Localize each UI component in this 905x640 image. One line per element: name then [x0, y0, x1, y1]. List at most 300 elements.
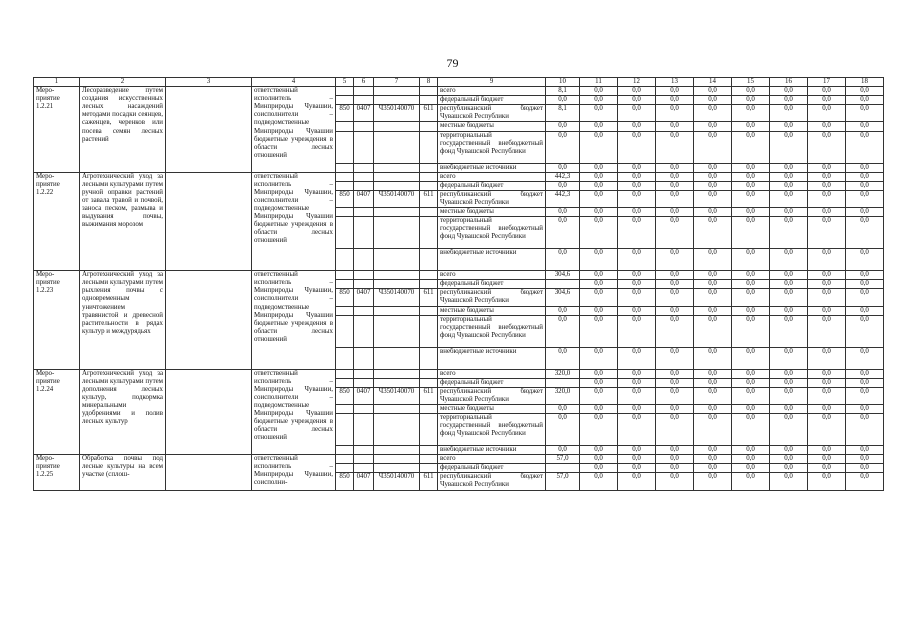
value-cell: 0,0 [732, 289, 770, 306]
value-cell: 0,0 [732, 172, 770, 181]
value-cell: 0,0 [618, 181, 656, 190]
value-cell: 0,0 [694, 87, 732, 96]
value-cell: 0,0 [618, 172, 656, 181]
value-cell: 0,0 [656, 473, 694, 490]
header-cell: 12 [618, 78, 656, 87]
value-cell: 0,0 [546, 347, 580, 369]
code-grbs [336, 96, 354, 105]
funding-source: всего [438, 271, 546, 280]
funding-source: местные бюджеты [438, 404, 546, 413]
value-cell: 0,0 [732, 87, 770, 96]
value-cell: 0,0 [694, 369, 732, 378]
value-cell: 0,0 [808, 271, 846, 280]
value-cell: 0,0 [656, 306, 694, 315]
code-grbs: 850 [336, 387, 354, 404]
value-cell: 0,0 [770, 306, 808, 315]
value-cell: 0,0 [546, 404, 580, 413]
header-cell: 13 [656, 78, 694, 87]
code-section: 0407 [354, 387, 374, 404]
code-grbs [336, 404, 354, 413]
code-grbs [336, 369, 354, 378]
value-cell: 0,0 [770, 455, 808, 464]
value-cell: 0,0 [656, 289, 694, 306]
page-number: 79 [446, 56, 459, 70]
value-cell: 0,0 [770, 181, 808, 190]
value-cell: 0,0 [656, 446, 694, 455]
code-grbs [336, 217, 354, 249]
funding-source: всего [438, 455, 546, 464]
value-cell: 0,0 [546, 414, 580, 446]
code-section [354, 369, 374, 378]
header-cell: 9 [438, 78, 546, 87]
value-cell: 0,0 [808, 122, 846, 131]
value-cell: 0,0 [770, 473, 808, 490]
funding-source: федеральный бюджет [438, 96, 546, 105]
value-cell: 320,0 [546, 369, 580, 378]
code-target: Ч350140070 [374, 105, 420, 122]
code-type [420, 315, 438, 347]
value-cell: 0,0 [732, 387, 770, 404]
header-cell: 5 [336, 78, 354, 87]
value-cell: 0,0 [656, 315, 694, 347]
value-cell: 0,0 [732, 404, 770, 413]
value-cell: 0,0 [808, 347, 846, 369]
code-grbs [336, 181, 354, 190]
value-cell: 0,0 [732, 131, 770, 163]
value-cell: 0,0 [770, 249, 808, 271]
code-type: 611 [420, 473, 438, 490]
funding-source: всего [438, 369, 546, 378]
value-cell: 0,0 [580, 217, 618, 249]
value-cell: 0,0 [770, 347, 808, 369]
funding-source: внебюджетные источники [438, 446, 546, 455]
value-cell: 0,0 [808, 280, 846, 289]
value-cell: 0,0 [770, 87, 808, 96]
code-type [420, 464, 438, 473]
value-cell: 0,0 [580, 163, 618, 172]
value-cell: 0,0 [580, 414, 618, 446]
value-cell: 0,0 [808, 315, 846, 347]
value-cell: 0,0 [846, 181, 884, 190]
value-cell: 0,0 [846, 96, 884, 105]
value-cell: 0,0 [656, 96, 694, 105]
funding-source: республиканский бюджет Чувашской Республики [438, 387, 546, 404]
value-cell: 0,0 [770, 280, 808, 289]
value-cell: 0,0 [694, 172, 732, 181]
value-cell: 0,0 [618, 280, 656, 289]
value-cell: 0,0 [694, 217, 732, 249]
value-cell: 0,0 [656, 87, 694, 96]
value-cell: 0,0 [694, 473, 732, 490]
code-target [374, 404, 420, 413]
value-cell: 0,0 [694, 404, 732, 413]
code-target: Ч350140070 [374, 190, 420, 207]
value-cell: 0,0 [808, 404, 846, 413]
funding-source: всего [438, 172, 546, 181]
value-cell: 0,0 [808, 369, 846, 378]
code-type [420, 122, 438, 131]
value-cell: 0,0 [618, 347, 656, 369]
funding-source: всего [438, 87, 546, 96]
code-type: 611 [420, 387, 438, 404]
header-cell: 1 [34, 78, 80, 87]
code-grbs [336, 87, 354, 96]
value-cell: 0,0 [618, 96, 656, 105]
value-cell: 0,0 [770, 208, 808, 217]
empty-col-3 [166, 271, 252, 369]
header-cell: 4 [252, 78, 336, 87]
value-cell: 0,0 [546, 181, 580, 190]
funding-source: федеральный бюджет [438, 464, 546, 473]
value-cell: 0,0 [808, 208, 846, 217]
value-cell: 0,0 [770, 172, 808, 181]
value-cell: 0,0 [846, 306, 884, 315]
code-type [420, 446, 438, 455]
code-section [354, 181, 374, 190]
value-cell: 0,0 [618, 122, 656, 131]
value-cell: 0,0 [846, 315, 884, 347]
value-cell: 0,0 [770, 105, 808, 122]
value-cell: 0,0 [618, 131, 656, 163]
value-cell: 0,0 [656, 455, 694, 464]
activity-name: Обработка почвы под лесные культуры на всем участке (сплош- [80, 455, 166, 490]
value-cell: 0,0 [808, 414, 846, 446]
value-cell: 0,0 [694, 306, 732, 315]
value-cell: 0,0 [694, 414, 732, 446]
code-grbs [336, 271, 354, 280]
value-cell: 0,0 [694, 347, 732, 369]
activity-executor: ответственный исполнитель – Минприроды Чувашии, соисполнители – подведомственные Минприроды Чувашии бюджетные учреждения в области лесных отношений [252, 87, 336, 173]
code-type [420, 87, 438, 96]
value-cell: 0,0 [846, 249, 884, 271]
code-section [354, 249, 374, 271]
value-cell: 304,6 [546, 289, 580, 306]
code-grbs: 850 [336, 473, 354, 490]
code-type [420, 455, 438, 464]
table-row [34, 87, 884, 96]
value-cell: 0,0 [618, 289, 656, 306]
value-cell: 0,0 [770, 404, 808, 413]
value-cell: 0,0 [694, 131, 732, 163]
code-grbs [336, 122, 354, 131]
code-target [374, 446, 420, 455]
code-target [374, 271, 420, 280]
funding-source: территориальный государственный внебюджетный фонд Чувашской Республики [438, 131, 546, 163]
value-cell: 0,0 [618, 306, 656, 315]
value-cell: 0,0 [846, 271, 884, 280]
value-cell: 0,0 [732, 369, 770, 378]
code-type: 611 [420, 105, 438, 122]
value-cell: 0,0 [732, 122, 770, 131]
value-cell: 0,0 [694, 122, 732, 131]
value-cell: 0,0 [580, 190, 618, 207]
value-cell: 0,0 [656, 280, 694, 289]
code-type [420, 181, 438, 190]
value-cell: 0,0 [694, 181, 732, 190]
code-target [374, 96, 420, 105]
activity-executor: ответственный исполнитель – Минприроды Чувашии, соисполни- [252, 455, 336, 490]
value-cell: 0,0 [770, 378, 808, 387]
code-section [354, 122, 374, 131]
value-cell: 0,0 [846, 131, 884, 163]
code-section: 0407 [354, 190, 374, 207]
code-type [420, 163, 438, 172]
value-cell: 0,0 [732, 163, 770, 172]
code-section: 0407 [354, 105, 374, 122]
code-grbs [336, 249, 354, 271]
value-cell: 0,0 [618, 87, 656, 96]
code-grbs [336, 306, 354, 315]
code-section [354, 217, 374, 249]
value-cell: 0,0 [846, 455, 884, 464]
code-grbs [336, 208, 354, 217]
funding-source: федеральный бюджет [438, 280, 546, 289]
value-cell: 0,0 [732, 473, 770, 490]
header-cell: 14 [694, 78, 732, 87]
code-grbs: 850 [336, 289, 354, 306]
value-cell: 0,0 [656, 190, 694, 207]
header-cell: 11 [580, 78, 618, 87]
code-section [354, 446, 374, 455]
value-cell: 0,0 [694, 378, 732, 387]
activity-executor: ответственный исполнитель – Минприроды Чувашии, соисполнители – подведомственные Минприроды Чувашии бюджетные учреждения в области лесных отношений [252, 369, 336, 455]
value-cell: 0,0 [846, 414, 884, 446]
value-cell: 0,0 [694, 446, 732, 455]
value-cell [546, 464, 580, 473]
code-type [420, 347, 438, 369]
code-target [374, 87, 420, 96]
value-cell: 0,0 [580, 105, 618, 122]
value-cell: 0,0 [656, 131, 694, 163]
code-type [420, 217, 438, 249]
value-cell: 0,0 [618, 249, 656, 271]
value-cell: 8,1 [546, 87, 580, 96]
value-cell: 0,0 [808, 131, 846, 163]
code-target [374, 315, 420, 347]
value-cell: 0,0 [580, 404, 618, 413]
code-type [420, 96, 438, 105]
value-cell: 0,0 [546, 315, 580, 347]
value-cell: 0,0 [546, 306, 580, 315]
code-grbs [336, 280, 354, 289]
value-cell: 0,0 [808, 217, 846, 249]
value-cell: 0,0 [580, 289, 618, 306]
code-section [354, 306, 374, 315]
value-cell: 0,0 [732, 190, 770, 207]
table-row [34, 455, 884, 464]
code-type [420, 306, 438, 315]
value-cell: 0,0 [580, 473, 618, 490]
value-cell: 0,0 [846, 172, 884, 181]
empty-col-3 [166, 87, 252, 173]
code-target: Ч350140070 [374, 289, 420, 306]
code-section [354, 96, 374, 105]
funding-source: местные бюджеты [438, 306, 546, 315]
value-cell: 0,0 [580, 181, 618, 190]
header-cell: 18 [846, 78, 884, 87]
value-cell: 0,0 [732, 96, 770, 105]
code-type [420, 378, 438, 387]
code-grbs [336, 131, 354, 163]
value-cell [546, 280, 580, 289]
value-cell: 0,0 [694, 455, 732, 464]
code-section [354, 87, 374, 96]
header-cell: 17 [808, 78, 846, 87]
value-cell: 0,0 [580, 249, 618, 271]
header-cell: 15 [732, 78, 770, 87]
code-grbs [336, 163, 354, 172]
value-cell: 0,0 [770, 217, 808, 249]
table-row [34, 369, 884, 378]
value-cell: 0,0 [618, 378, 656, 387]
value-cell: 0,0 [546, 131, 580, 163]
empty-col-3 [166, 172, 252, 270]
value-cell: 0,0 [618, 208, 656, 217]
value-cell: 0,0 [732, 249, 770, 271]
value-cell: 0,0 [618, 387, 656, 404]
value-cell: 0,0 [580, 455, 618, 464]
value-cell: 0,0 [808, 87, 846, 96]
value-cell: 0,0 [732, 347, 770, 369]
value-cell: 8,1 [546, 105, 580, 122]
code-section: 0407 [354, 289, 374, 306]
code-type [420, 280, 438, 289]
value-cell: 0,0 [732, 105, 770, 122]
code-type: 611 [420, 289, 438, 306]
value-cell: 0,0 [656, 464, 694, 473]
value-cell: 0,0 [846, 87, 884, 96]
value-cell: 0,0 [580, 446, 618, 455]
code-target [374, 464, 420, 473]
value-cell: 0,0 [618, 271, 656, 280]
value-cell: 0,0 [732, 446, 770, 455]
value-cell: 0,0 [656, 181, 694, 190]
value-cell: 0,0 [846, 473, 884, 490]
activity-id: Меро-приятие 1.2.23 [34, 271, 80, 369]
activity-name: Лесоразведение путем создания искусственных лесных насаждений методами посадки сеянцев, саженцев, черенков или посева семян лесных растений [80, 87, 166, 173]
value-cell: 0,0 [656, 208, 694, 217]
value-cell: 0,0 [656, 404, 694, 413]
value-cell: 0,0 [546, 163, 580, 172]
code-section: 0407 [354, 473, 374, 490]
funding-source: республиканский бюджет Чувашской Республики [438, 289, 546, 306]
value-cell: 0,0 [546, 96, 580, 105]
code-target [374, 217, 420, 249]
activity-name: Агротехнический уход за лесными культурами путем дополнения лесных культур, подкормка минеральными удобрениями и полив лесных культур [80, 369, 166, 455]
table-row [34, 271, 884, 280]
value-cell: 0,0 [694, 271, 732, 280]
value-cell: 0,0 [808, 249, 846, 271]
code-section [354, 271, 374, 280]
value-cell: 0,0 [580, 347, 618, 369]
code-target [374, 369, 420, 378]
value-cell: 0,0 [580, 271, 618, 280]
value-cell: 0,0 [770, 163, 808, 172]
code-grbs [336, 347, 354, 369]
code-type [420, 369, 438, 378]
value-cell: 0,0 [808, 446, 846, 455]
funding-source: внебюджетные источники [438, 347, 546, 369]
value-cell: 0,0 [770, 369, 808, 378]
value-cell: 0,0 [846, 190, 884, 207]
value-cell: 442,3 [546, 190, 580, 207]
value-cell: 0,0 [846, 404, 884, 413]
activity-name: Агротехнический уход за лесными культурами путем ручной оправки растений от завала травой и почвой, заноса песком, размыва и выдувания почвы, выжимания морозом [80, 172, 166, 270]
value-cell: 0,0 [656, 414, 694, 446]
value-cell: 0,0 [846, 122, 884, 131]
code-section [354, 347, 374, 369]
activity-id: Меро-приятие 1.2.22 [34, 172, 80, 270]
value-cell: 0,0 [656, 249, 694, 271]
value-cell: 0,0 [656, 369, 694, 378]
header-cell: 2 [80, 78, 166, 87]
code-target: Ч350140070 [374, 473, 420, 490]
funding-source: федеральный бюджет [438, 378, 546, 387]
value-cell: 0,0 [770, 131, 808, 163]
header-cell: 16 [770, 78, 808, 87]
value-cell: 0,0 [846, 378, 884, 387]
header-row [34, 78, 884, 87]
value-cell: 0,0 [770, 96, 808, 105]
value-cell: 0,0 [694, 190, 732, 207]
funding-source: местные бюджеты [438, 208, 546, 217]
header-cell: 10 [546, 78, 580, 87]
value-cell: 0,0 [732, 181, 770, 190]
value-cell: 0,0 [732, 315, 770, 347]
value-cell: 0,0 [846, 217, 884, 249]
value-cell: 0,0 [770, 190, 808, 207]
activity-id: Меро-приятие 1.2.24 [34, 369, 80, 455]
value-cell: 0,0 [618, 464, 656, 473]
value-cell: 320,0 [546, 387, 580, 404]
code-grbs [336, 414, 354, 446]
value-cell: 0,0 [694, 105, 732, 122]
value-cell: 0,0 [770, 315, 808, 347]
value-cell: 0,0 [694, 289, 732, 306]
value-cell: 0,0 [580, 369, 618, 378]
value-cell: 0,0 [732, 280, 770, 289]
activity-executor: ответственный исполнитель – Минприроды Чувашии, соисполнители – подведомственные Минприроды Чувашии бюджетные учреждения в области лесных отношений [252, 172, 336, 270]
value-cell: 0,0 [580, 387, 618, 404]
funding-source: федеральный бюджет [438, 181, 546, 190]
value-cell: 57,0 [546, 455, 580, 464]
value-cell: 0,0 [694, 208, 732, 217]
funding-source: территориальный государственный внебюджетный фонд Чувашской Республики [438, 414, 546, 446]
value-cell: 0,0 [846, 280, 884, 289]
code-grbs: 850 [336, 190, 354, 207]
funding-source: республиканский бюджет Чувашской Республики [438, 105, 546, 122]
value-cell: 0,0 [846, 446, 884, 455]
value-cell: 0,0 [846, 105, 884, 122]
value-cell: 0,0 [808, 306, 846, 315]
value-cell: 0,0 [732, 378, 770, 387]
header-cell: 8 [420, 78, 438, 87]
value-cell [546, 378, 580, 387]
value-cell: 0,0 [808, 163, 846, 172]
code-section [354, 414, 374, 446]
value-cell: 0,0 [846, 208, 884, 217]
code-section [354, 172, 374, 181]
value-cell: 0,0 [618, 315, 656, 347]
activity-executor: ответственный исполнитель – Минприроды Чувашии, соисполнители – подведомственные Минприроды Чувашии бюджетные учреждения в области лесных отношений [252, 271, 336, 369]
value-cell: 0,0 [808, 105, 846, 122]
value-cell: 0,0 [580, 172, 618, 181]
value-cell: 0,0 [580, 464, 618, 473]
value-cell: 0,0 [546, 208, 580, 217]
value-cell: 0,0 [732, 455, 770, 464]
value-cell: 0,0 [546, 249, 580, 271]
value-cell: 0,0 [770, 289, 808, 306]
